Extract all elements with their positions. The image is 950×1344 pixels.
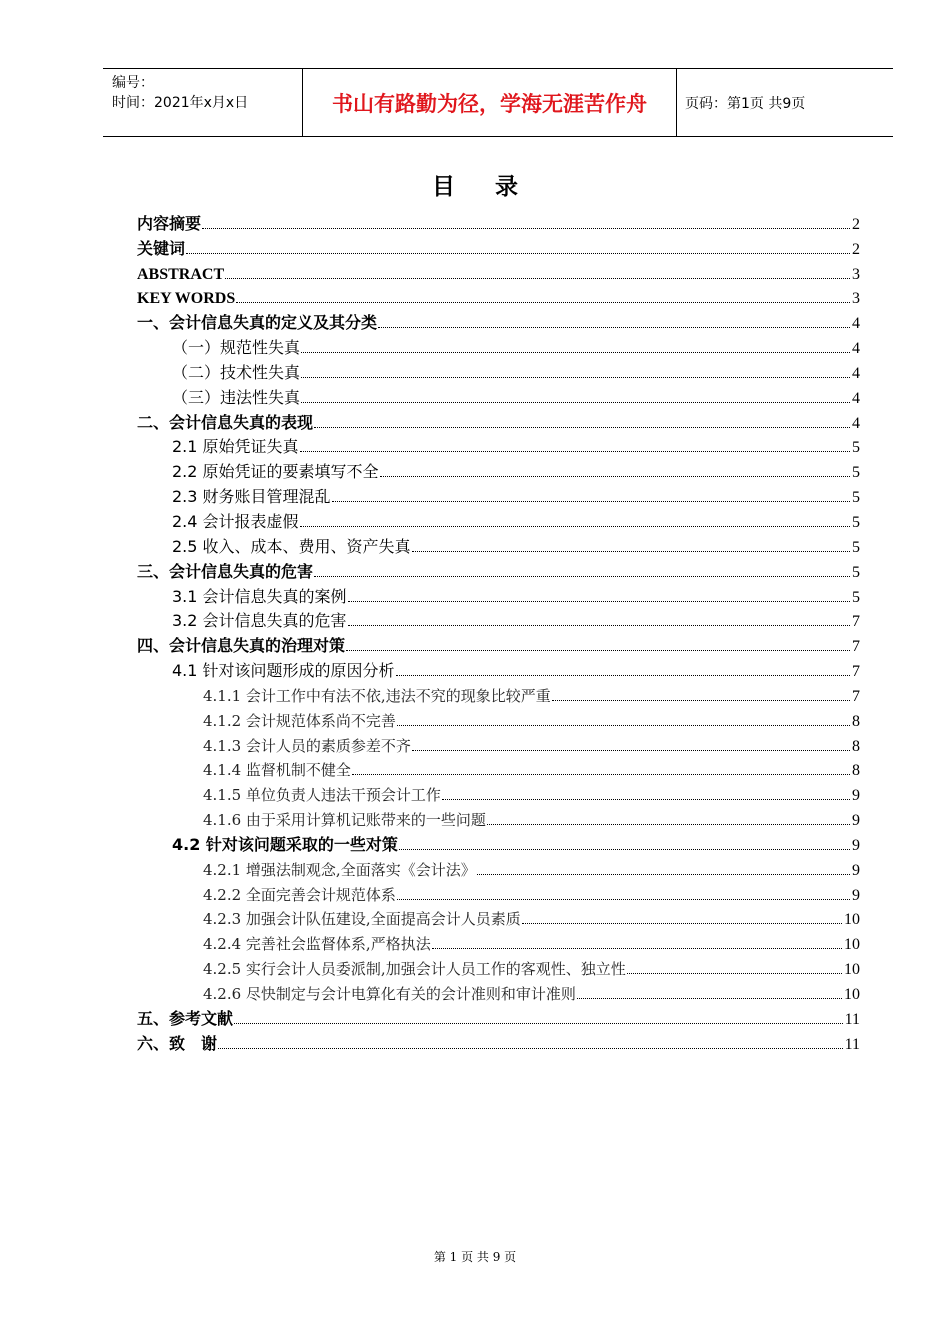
toc-entry[interactable]: [137, 855, 860, 880]
toc-entry[interactable]: [137, 358, 860, 383]
toc-entry-page: 8: [852, 737, 860, 755]
toc-leader-dots: [396, 675, 850, 676]
toc-leader-dots: [314, 576, 850, 577]
toc-leader-dots: [399, 849, 850, 850]
toc-entry-label: 4.1.3 会计人员的素质参差不齐: [203, 736, 411, 755]
toc-entry-label: 内容摘要: [137, 213, 202, 233]
toc-entry[interactable]: [137, 457, 860, 482]
toc-leader-dots: [300, 526, 850, 527]
toc-entry-label: ABSTRACT: [137, 265, 225, 283]
toc-entry[interactable]: [137, 880, 860, 905]
toc-entry[interactable]: [137, 234, 860, 259]
toc-entry-label: 2.1 原始凭证失真: [172, 437, 299, 457]
toc-leader-dots: [552, 700, 850, 701]
toc-entry[interactable]: [137, 681, 860, 706]
toc-entry[interactable]: [137, 656, 860, 681]
page-title: 目录: [432, 174, 558, 200]
toc-entry-page: 8: [852, 762, 860, 780]
toc-entry-label: 4.2.1 增强法制观念,全面落实《会计法》: [203, 860, 476, 879]
number-label: 编号：: [112, 75, 154, 91]
toc-entry[interactable]: [137, 805, 860, 830]
toc-entry-page: 7: [852, 638, 860, 656]
toc-entry-page: 5: [852, 588, 860, 606]
toc-entry[interactable]: [137, 408, 860, 433]
toc-entry-label: 4.2.2 全面完善会计规范体系: [203, 885, 396, 904]
toc-entry-label: 4.1.6 由于采用计算机记账带来的一些问题: [203, 811, 486, 830]
toc-entry-page: 7: [852, 613, 860, 631]
toc-entry-label: 4.1.5 单位负责人违法干预会计工作: [203, 786, 441, 805]
toc-entry-label: 4.2.6 尽快制定与会计电算化有关的会计准则和审计准则: [203, 985, 576, 1003]
toc-entry-label: 二、会计信息失真的表现: [137, 412, 314, 432]
toc-entry[interactable]: [137, 482, 860, 507]
toc-entry-page: 4: [852, 340, 860, 358]
toc-leader-dots: [225, 278, 850, 279]
toc-entry-page: 4: [852, 389, 860, 407]
toc-entry[interactable]: [137, 333, 860, 358]
toc-leader-dots: [442, 799, 850, 800]
toc-entry-label: 3.1 会计信息失真的案例: [172, 586, 347, 606]
toc-entry[interactable]: [137, 830, 860, 855]
toc-leader-dots: [348, 625, 850, 626]
toc-entry-page: 5: [852, 513, 860, 531]
toc-leader-dots: [300, 451, 850, 452]
toc-leader-dots: [522, 923, 842, 924]
toc-entry-page: 11: [844, 1010, 860, 1028]
toc-entry[interactable]: [137, 557, 860, 582]
toc-entry-page: 9: [852, 861, 860, 879]
toc-entry[interactable]: [137, 383, 860, 408]
toc-leader-dots: [186, 253, 850, 254]
toc-entry-label: 4.1.1 会计工作中有法不依,违法不究的现象比较严重: [203, 686, 551, 705]
toc-entry[interactable]: [137, 532, 860, 557]
toc-entry-label: （二）技术性失真: [172, 362, 301, 382]
toc-entry[interactable]: [137, 308, 860, 333]
time-label: 时间：2021年x月x日: [112, 95, 249, 111]
toc-entry-page: 9: [852, 836, 860, 854]
toc-entry-page: 5: [852, 464, 860, 482]
toc-leader-dots: [397, 899, 850, 900]
toc-leader-dots: [412, 551, 850, 552]
toc-entry-label: KEY WORDS: [137, 290, 236, 308]
page-footer: 第 1 页 共 9 页: [433, 1250, 517, 1264]
toc-entry-page: 9: [852, 886, 860, 904]
toc-entry-label: 2.3 财务账目管理混乱: [172, 487, 331, 507]
page-header: [103, 68, 893, 137]
toc-entry[interactable]: [137, 731, 860, 756]
toc-entry-page: 9: [852, 812, 860, 830]
toc-entry-label: （一）规范性失真: [172, 338, 301, 358]
toc-entry-label: 六、致 谢: [137, 1033, 218, 1053]
toc-entry[interactable]: [137, 209, 860, 234]
toc-leader-dots: [301, 377, 850, 378]
toc-entry-label: 一、会计信息失真的定义及其分类: [137, 313, 378, 333]
toc-entry[interactable]: [137, 582, 860, 607]
toc-entry[interactable]: [137, 780, 860, 805]
header-page-code: 页码：第1页 共9页: [685, 95, 806, 112]
toc-entry[interactable]: [137, 756, 860, 781]
toc-entry[interactable]: [137, 284, 860, 309]
toc-entry[interactable]: [137, 929, 860, 954]
toc-entry-label: 2.2 原始凭证的要素填写不全: [172, 462, 379, 482]
toc-entry[interactable]: [137, 905, 860, 930]
toc-entry-page: 10: [844, 936, 860, 954]
header-info: [103, 69, 303, 136]
toc-leader-dots: [301, 352, 850, 353]
toc-entry-page: 11: [844, 1035, 860, 1053]
toc-entry-label: （三）违法性失真: [172, 387, 301, 407]
toc-leader-dots: [234, 1023, 843, 1024]
toc-leader-dots: [380, 476, 850, 477]
toc-leader-dots: [346, 650, 850, 651]
toc-entry[interactable]: [137, 1029, 860, 1054]
toc-entry[interactable]: [137, 631, 860, 656]
toc-entry-page: 2: [852, 240, 860, 258]
toc-entry[interactable]: [137, 706, 860, 731]
toc-leader-dots: [301, 402, 850, 403]
toc-leader-dots: [627, 973, 842, 974]
toc-leader-dots: [236, 302, 850, 303]
toc-entry-page: 5: [852, 439, 860, 457]
toc-entry-label: 2.5 收入、成本、费用、资产失真: [172, 536, 411, 556]
toc-leader-dots: [412, 750, 850, 751]
toc-leader-dots: [378, 327, 850, 328]
toc-leader-dots: [577, 998, 842, 999]
toc-entry-page: 5: [852, 563, 860, 581]
toc-entry-page: 3: [852, 265, 860, 283]
toc-entry-page: 2: [852, 215, 860, 233]
toc-entry-page: 9: [852, 787, 860, 805]
toc-entry-label: 4.1 针对该问题形成的原因分析: [172, 661, 395, 681]
toc-entry-page: 4: [852, 414, 860, 432]
toc-leader-dots: [314, 427, 850, 428]
toc-leader-dots: [352, 774, 850, 775]
toc-leader-dots: [487, 824, 850, 825]
toc-leader-dots: [432, 948, 842, 949]
toc-entry-label: 4.1.2 会计规范体系尚不完善: [203, 711, 396, 730]
toc-entry[interactable]: [137, 433, 860, 458]
toc-leader-dots: [202, 228, 850, 229]
header-motto: 书山有路勤为径，学海无涯苦作舟: [303, 69, 677, 136]
toc-entry[interactable]: [137, 979, 860, 1004]
toc-entry[interactable]: [137, 507, 860, 532]
toc-entry-label: 4.2.3 加强会计队伍建设,全面提高会计人员素质: [203, 910, 521, 929]
toc-entry-label: 2.4 会计报表虚假: [172, 511, 299, 531]
toc-leader-dots: [397, 725, 850, 726]
toc-entry-page: 7: [852, 687, 860, 705]
toc-entry-page: 10: [844, 911, 860, 929]
toc-leader-dots: [348, 601, 850, 602]
toc-entry-page: 4: [852, 315, 860, 333]
toc-entry[interactable]: [137, 1004, 860, 1029]
toc-entry-label: 3.2 会计信息失真的危害: [172, 611, 347, 631]
toc-leader-dots: [332, 501, 850, 502]
toc-entry-page: 7: [852, 663, 860, 681]
toc-entry-page: 10: [844, 986, 860, 1003]
toc-entry[interactable]: [137, 259, 860, 284]
table-of-contents: [137, 209, 860, 1054]
toc-entry-label: 4.2.5 实行会计人员委派制,加强会计人员工作的客观性、独立性: [203, 960, 626, 979]
toc-entry-page: 10: [844, 961, 860, 979]
toc-leader-dots: [477, 874, 850, 875]
toc-entry-label: 4.1.4 监督机制不健全: [203, 761, 351, 780]
toc-entry[interactable]: [137, 607, 860, 632]
toc-entry-label: 关键词: [137, 238, 186, 258]
toc-entry-page: 5: [852, 538, 860, 556]
toc-entry-label: 4.2 针对该问题采取的一些对策: [172, 834, 398, 854]
toc-leader-dots: [218, 1048, 843, 1049]
toc-entry-page: 8: [852, 712, 860, 730]
toc-entry-page: 3: [852, 290, 860, 308]
toc-entry-page: 4: [852, 364, 860, 382]
toc-entry-page: 5: [852, 489, 860, 507]
toc-entry-label: 五、参考文献: [137, 1008, 234, 1028]
toc-entry-label: 三、会计信息失真的危害: [137, 561, 314, 581]
toc-entry[interactable]: [137, 954, 860, 979]
toc-entry-label: 4.2.4 完善社会监督体系,严格执法: [203, 935, 431, 954]
toc-entry-label: 四、会计信息失真的治理对策: [137, 636, 346, 656]
